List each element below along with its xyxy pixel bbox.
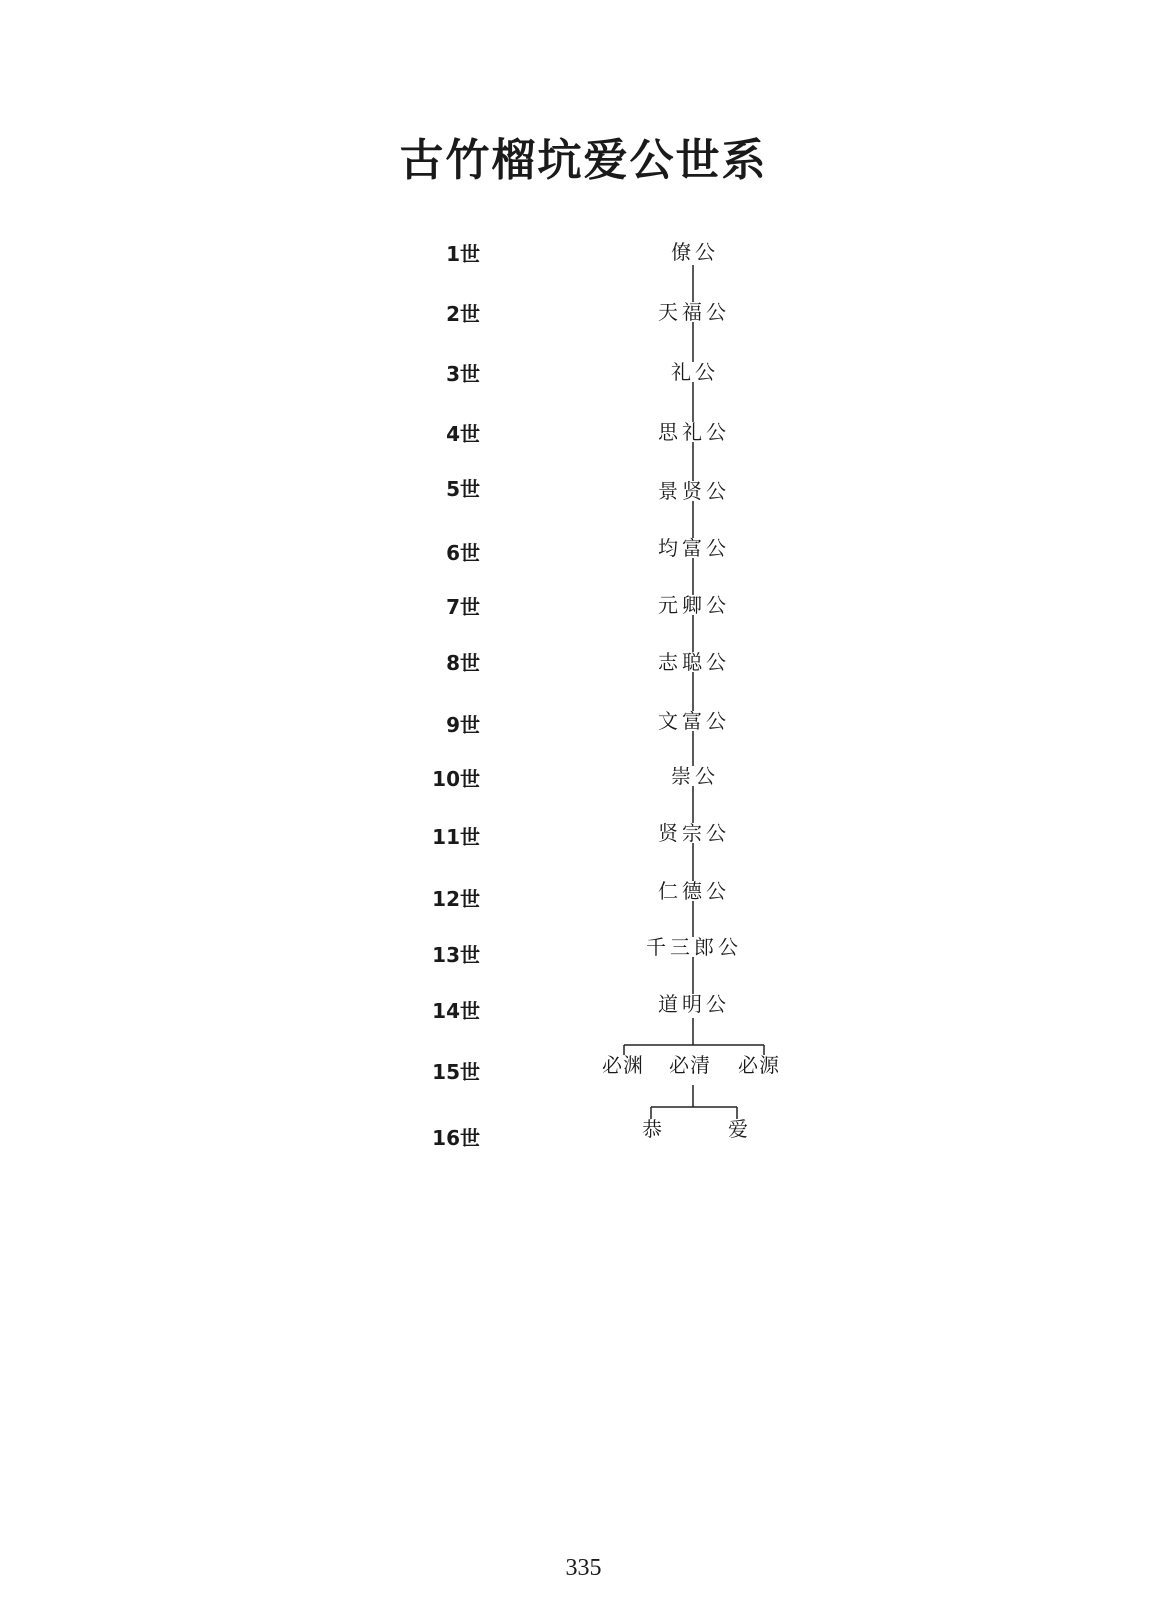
branch-name: 必渊 <box>602 1053 644 1077</box>
branch-name: 恭 <box>642 1117 666 1141</box>
ancestor-name: 均富公 <box>658 536 730 560</box>
page-title: 古竹榴坑爱公世系 <box>399 135 768 186</box>
generation-label: 8世 <box>446 651 480 675</box>
generation-label: 6世 <box>446 541 480 565</box>
ancestor-name: 千三郎公 <box>646 935 742 959</box>
ancestor-name: 思礼公 <box>658 420 730 444</box>
page-number: 335 <box>565 1555 602 1581</box>
branch-name: 必源 <box>738 1053 780 1077</box>
ancestor-name: 礼公 <box>671 360 719 384</box>
generation-label: 15世 <box>432 1060 480 1084</box>
generation-label: 11世 <box>432 825 480 849</box>
generation-label: 9世 <box>446 713 480 737</box>
ancestor-name: 天福公 <box>658 300 730 324</box>
generation-label: 3世 <box>446 362 480 386</box>
generation-label: 13世 <box>432 943 480 967</box>
ancestor-name: 景贤公 <box>658 479 730 503</box>
generation-label: 7世 <box>446 595 480 619</box>
ancestor-name: 志聪公 <box>658 650 730 674</box>
ancestor-name: 仁德公 <box>658 879 730 903</box>
ancestor-name: 贤宗公 <box>658 821 730 845</box>
generation-label: 5世 <box>446 477 480 501</box>
ancestor-name: 僚公 <box>671 240 719 264</box>
generation-label: 10世 <box>432 767 480 791</box>
ancestor-name: 道明公 <box>658 992 730 1016</box>
ancestor-name: 文富公 <box>658 709 730 733</box>
branch-name: 爱 <box>728 1117 752 1141</box>
branch-name: 必清 <box>669 1053 711 1077</box>
generation-label: 14世 <box>432 999 480 1023</box>
generation-label: 2世 <box>446 302 480 326</box>
ancestor-name: 崇公 <box>671 764 719 788</box>
generation-label: 1世 <box>446 242 480 266</box>
generation-label: 12世 <box>432 887 480 911</box>
generation-label: 4世 <box>446 422 480 446</box>
ancestor-name: 元卿公 <box>658 593 730 617</box>
generation-label: 16世 <box>432 1126 480 1150</box>
